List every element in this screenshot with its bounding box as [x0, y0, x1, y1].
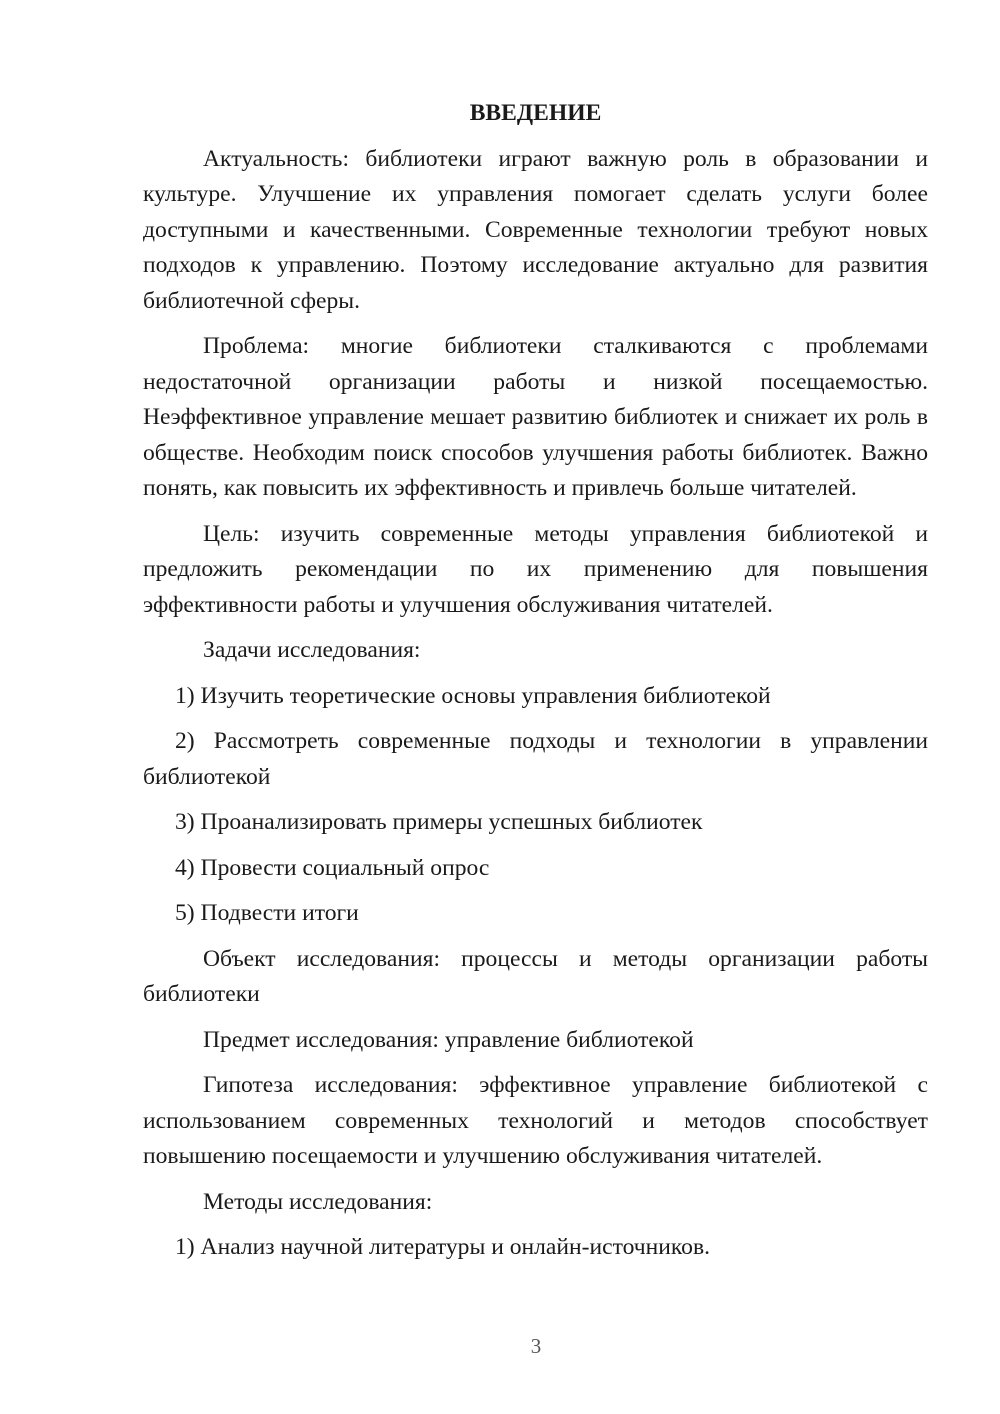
paragraph-subject: Предмет исследования: управление библиотекой	[203, 1026, 694, 1053]
tasks-heading: Задачи исследования:	[203, 637, 421, 663]
paragraph-object: Объект исследования: процессы и методы организации работы библиотеки	[143, 945, 928, 1007]
task-item: 3) Проанализировать примеры успешных библиотек	[175, 809, 703, 835]
method-item: 1) Анализ научной литературы и онлайн-источников.	[175, 1234, 711, 1260]
paragraph-problem: Проблема: многие библиотеки сталкиваются с проблемами недостаточной организации работы и низкой посещаемостью. Неэффективное управление мешает развитию библиотек и снижает их роль в обществе. Необходим поиск способов улучшения работы библиотек. Важно понять, как повысить их эффективность и привлечь больше читателей.	[143, 333, 928, 501]
page-number: 3	[530, 1334, 542, 1358]
page-title: ВВЕДЕНИЕ	[469, 100, 602, 126]
task-item: 4) Провести социальный опрос	[175, 854, 490, 881]
task-item: 1) Изучить теоретические основы управления библиотекой	[175, 682, 771, 709]
task-item: 2) Рассмотреть современные подходы и технологии в управлении библиотекой	[143, 728, 928, 790]
methods-heading: Методы исследования:	[203, 1188, 433, 1215]
paragraph-relevance: Актуальность: библиотеки играют важную роль в образовании и культуре. Улучшение их управления помогает сделать услуги более доступными и качественными. Современные технологии требуют новых подходов к управлению. Поэтому исследование актуально для развития библиотечной сферы.	[143, 145, 928, 314]
paragraph-hypothesis: Гипотеза исследования: эффективное управление библиотекой с использованием современных технологий и методов способствует повышению посещаемости и улучшению обслуживания читателей.	[143, 1072, 928, 1169]
task-item: 5) Подвести итоги	[175, 900, 359, 926]
page-content	[143, 96, 928, 1276]
paragraph-goal: Цель: изучить современные методы управления библиотекой и предложить рекомендации по их применению для повышения эффективности работы и улучшения обслуживания читателей.	[143, 520, 928, 618]
